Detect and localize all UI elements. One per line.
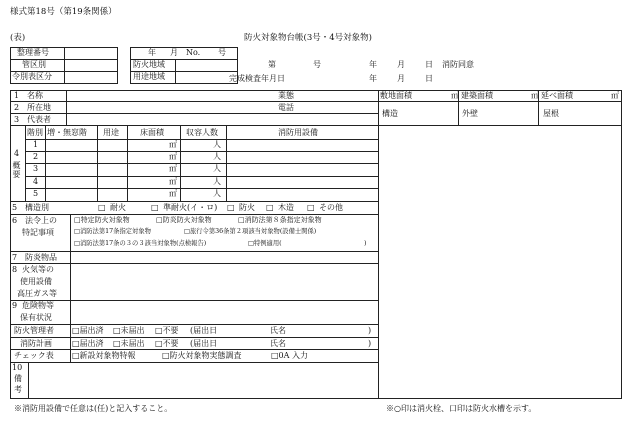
section6-label2: 特記事項 bbox=[22, 228, 54, 237]
floor-row-number: 1 bbox=[33, 140, 39, 149]
manager-not-required[interactable]: □不要 bbox=[155, 326, 179, 335]
legal-article36-object[interactable]: □旅行令第36条第２項該当対象物(設備士関係) bbox=[184, 228, 317, 235]
legal-specified-object[interactable]: □特定防火対象物 bbox=[74, 216, 130, 224]
plan-name: 氏名 bbox=[270, 339, 286, 348]
consent-go: 号 bbox=[313, 60, 321, 69]
col-fire-equipment: 消防用設備 bbox=[278, 128, 318, 137]
floor-row-area-unit: ㎡ bbox=[169, 140, 177, 149]
label-structure: 構造 bbox=[382, 109, 398, 118]
label-gyotai: 業態 bbox=[278, 91, 294, 100]
label-month: 月 bbox=[170, 48, 178, 57]
col-floor: 階別 bbox=[27, 128, 43, 137]
manager-not-submitted[interactable]: □未届出 bbox=[113, 326, 145, 335]
col-capacity: 収容人数 bbox=[186, 128, 218, 137]
label-fire-manager: 防火管理者 bbox=[14, 326, 54, 335]
consent-month: 月 bbox=[397, 60, 405, 69]
unit-site-area: ㎡ bbox=[451, 91, 459, 100]
label-completion-date: 完成検査年月日 bbox=[229, 74, 285, 83]
legal-special-exception[interactable]: □特例適用( bbox=[248, 240, 282, 247]
section5-label: 構造別 bbox=[25, 203, 49, 212]
floor-row-person-unit: 人 bbox=[213, 140, 221, 149]
label-reibetsu-kubun: 令別表区分 bbox=[12, 72, 52, 81]
legal-article17-object[interactable]: □消防法第17条指定対象物 bbox=[74, 228, 151, 235]
structure-checkbox[interactable]: □ bbox=[98, 203, 106, 212]
row2-number: 2 bbox=[14, 103, 20, 112]
label-exterior: 外壁 bbox=[462, 109, 478, 118]
row3-label: 代表者 bbox=[27, 115, 51, 124]
plan-not-submitted[interactable]: □未届出 bbox=[113, 339, 145, 348]
label-kanku-betsu: 管区別 bbox=[22, 60, 46, 69]
label-fire-plan: 消防計画 bbox=[20, 339, 52, 348]
floor-row-area-unit: ㎡ bbox=[169, 177, 177, 186]
floor-row-person-unit: 人 bbox=[213, 177, 221, 186]
section7-label: 防炎物品 bbox=[25, 253, 57, 262]
document-title: 防火対象物台帳(3号・4号対象物) bbox=[244, 33, 372, 43]
legal-inspection-report[interactable]: □消防法第17条の３の３該当対象物(点検報告) bbox=[74, 240, 207, 247]
remarks-char1: 備 bbox=[14, 374, 22, 383]
section9-label1: 危険物等 bbox=[22, 301, 54, 310]
legal-article8-object[interactable]: □消防法第８条指定対象物 bbox=[238, 216, 322, 224]
check-new-object[interactable]: □新設対象物特報 bbox=[72, 351, 136, 360]
floor-row-number: 3 bbox=[33, 164, 39, 173]
section9-number: 9 bbox=[12, 301, 18, 310]
label-use-zone: 用途地域 bbox=[133, 72, 165, 81]
floor-row-person-unit: 人 bbox=[213, 164, 221, 173]
structure-checkbox[interactable]: □ bbox=[307, 203, 315, 212]
section6-number: 6 bbox=[12, 216, 18, 225]
floor-row-person-unit: 人 bbox=[213, 189, 221, 198]
plan-not-required[interactable]: □不要 bbox=[155, 339, 179, 348]
check-oa-input[interactable]: □0A 入力 bbox=[271, 351, 308, 360]
structure-checkbox[interactable]: □ bbox=[151, 203, 159, 212]
check-survey[interactable]: □防火対象物実態調査 bbox=[162, 351, 242, 360]
col-windowless: 増・無窓階 bbox=[47, 128, 87, 137]
footnote-right: ※○印は消火栓、口印は防火水槽を示す。 bbox=[386, 404, 537, 413]
completion-month: 月 bbox=[397, 74, 405, 83]
legal-close-paren: ) bbox=[364, 240, 367, 247]
consent-year: 年 bbox=[369, 60, 377, 69]
label-roof: 屋根 bbox=[543, 109, 559, 118]
structure-option-label: 耐火 bbox=[110, 203, 126, 212]
label-year: 年 bbox=[148, 48, 156, 57]
floor-row-number: 4 bbox=[33, 177, 39, 186]
completion-day: 日 bbox=[425, 74, 433, 83]
section4-number: 4 bbox=[14, 149, 20, 158]
unit-total-area: ㎡ bbox=[611, 91, 619, 100]
structure-option-label: 準耐火(イ・ロ) bbox=[163, 203, 218, 212]
label-seiri-bango: 整理番号 bbox=[17, 48, 49, 57]
section9-label2: 保有状況 bbox=[20, 313, 52, 322]
plan-submitted[interactable]: □届出済 bbox=[72, 339, 104, 348]
section4-label: 概要 bbox=[12, 161, 21, 179]
row1-number: 1 bbox=[14, 91, 20, 100]
label-phone: 電話 bbox=[278, 103, 294, 112]
section7-number: 7 bbox=[12, 253, 18, 262]
col-floor-area: 床面積 bbox=[140, 128, 164, 137]
col-use: 用途 bbox=[103, 128, 119, 137]
structure-option-label: その他 bbox=[319, 203, 343, 212]
remarks-char2: 考 bbox=[14, 385, 22, 394]
label-checklist: チェック表 bbox=[14, 351, 54, 360]
label-go: 号 bbox=[218, 48, 226, 57]
label-building-area: 建築面積 bbox=[461, 91, 493, 100]
structure-option-label: 木造 bbox=[278, 203, 294, 212]
manager-name: 氏名 bbox=[270, 326, 286, 335]
label-fire-zone: 防火地域 bbox=[133, 60, 165, 69]
section8-label1: 火気等の bbox=[22, 265, 54, 274]
section8-label3: 高圧ガス等 bbox=[17, 289, 57, 298]
floor-row-number: 2 bbox=[33, 152, 39, 161]
row2-label: 所在地 bbox=[27, 103, 51, 112]
section8-label2: 使用設備 bbox=[20, 277, 52, 286]
floor-row-area-unit: ㎡ bbox=[169, 164, 177, 173]
row3-number: 3 bbox=[14, 115, 20, 124]
manager-date: (届出日 bbox=[190, 326, 218, 335]
row1-label: 名称 bbox=[27, 91, 43, 100]
front-label: (表) bbox=[10, 33, 26, 43]
consent-label: 消防同意 bbox=[442, 60, 474, 69]
label-site-area: 敷地面積 bbox=[380, 91, 412, 100]
manager-close: ) bbox=[368, 326, 372, 335]
completion-year: 年 bbox=[369, 74, 377, 83]
legal-flameproof-object[interactable]: □防炎防火対象物 bbox=[156, 216, 212, 224]
floor-row-area-unit: ㎡ bbox=[169, 152, 177, 161]
form-number: 様式第18号（第19条関係） bbox=[10, 7, 117, 17]
structure-checkbox[interactable]: □ bbox=[266, 203, 274, 212]
floor-row-area-unit: ㎡ bbox=[169, 189, 177, 198]
label-no: No. bbox=[186, 48, 201, 57]
structure-checkbox[interactable]: □ bbox=[227, 203, 235, 212]
section10-number: 10 bbox=[12, 363, 23, 372]
manager-submitted[interactable]: □届出済 bbox=[72, 326, 104, 335]
consent-dai: 第 bbox=[268, 60, 276, 69]
section8-number: 8 bbox=[12, 265, 18, 274]
footnote-left: ※消防用設備で任意は(任)と記入すること。 bbox=[14, 404, 173, 413]
floor-row-person-unit: 人 bbox=[213, 152, 221, 161]
section6-label1: 法令上の bbox=[25, 216, 57, 225]
section5-number: 5 bbox=[12, 203, 18, 212]
unit-building-area: ㎡ bbox=[531, 91, 539, 100]
floor-row-number: 5 bbox=[33, 189, 39, 198]
consent-day: 日 bbox=[425, 60, 433, 69]
structure-option-label: 防火 bbox=[239, 203, 255, 212]
plan-close: ) bbox=[368, 339, 372, 348]
label-total-area: 延べ面積 bbox=[541, 91, 573, 100]
plan-date: (届出日 bbox=[190, 339, 218, 348]
